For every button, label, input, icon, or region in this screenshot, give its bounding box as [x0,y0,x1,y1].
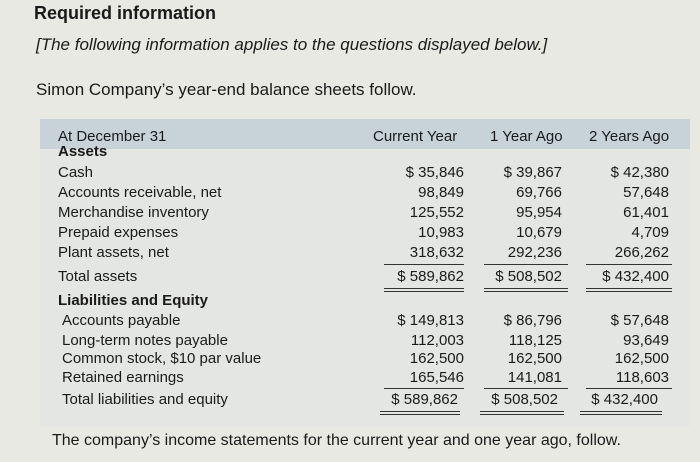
info-note: [The following information applies to the questions displayed below.] [36,35,548,54]
col-header-current-year: Current Year [373,128,458,145]
subtotal-rule [586,388,672,389]
total-rule [580,411,662,412]
row-label: Merchandise inventory [58,204,209,221]
table-row [40,244,690,264]
total-rule [484,288,568,289]
row-label: Common stock, $10 par value [62,350,262,367]
value-2-years-ago: 57,648 [623,184,669,201]
value-2-years-ago: $ 432,400 [602,268,669,285]
value-2-years-ago: $ 42,380 [610,164,669,181]
subtotal-rule [384,264,464,265]
total-rule [480,414,564,415]
table-row [40,332,690,352]
row-label: Accounts receivable, net [58,184,222,201]
value-current-year: $ 35,846 [405,164,464,181]
subtotal-rule [586,264,672,265]
intro-text: Simon Company’s year-end balance sheets follow. [36,80,417,99]
value-2-years-ago: $ 57,648 [610,312,669,329]
value-1-year-ago: 69,766 [516,184,562,201]
table-row [40,204,690,224]
value-current-year: $ 149,813 [397,312,464,329]
table-row [40,164,690,184]
value-current-year: 162,500 [409,350,464,367]
liabilities-section-label [40,292,690,312]
col-header-1-year-ago: 1 Year Ago [490,128,563,145]
value-2-years-ago: $ 432,400 [591,391,658,408]
value-current-year: $ 589,862 [397,268,464,285]
row-label: Total liabilities and equity [62,391,228,408]
subtotal-rule [484,264,568,265]
value-1-year-ago: 292,236 [507,244,562,261]
row-label: Retained earnings [62,369,184,386]
value-1-year-ago: 118,125 [508,332,562,349]
row-label: Accounts payable [62,312,181,329]
assets-section-label [40,143,690,163]
col-header-2-years-ago: 2 Years Ago [589,128,670,145]
subtotal-rule [484,388,568,389]
total-liabilities-row [40,391,690,411]
value-current-year: 112,003 [410,332,464,349]
table-row [40,369,690,389]
value-1-year-ago: 141,081 [507,369,562,386]
assets-label: Assets [58,143,108,160]
row-label: Plant assets, net [58,244,169,261]
value-2-years-ago: 162,500 [614,350,669,367]
value-2-years-ago: 93,649 [623,332,669,349]
row-label: Cash [58,164,94,181]
value-1-year-ago: $ 39,867 [503,164,562,181]
balance-sheet-table [40,119,690,426]
total-rule [480,411,564,412]
value-1-year-ago: 162,500 [507,350,562,367]
value-current-year: $ 589,862 [391,391,458,408]
total-rule [380,411,460,412]
row-label: Total assets [58,268,138,285]
table-row [40,184,690,204]
value-1-year-ago: $ 508,502 [491,391,558,408]
heading: Required information [34,3,217,23]
table-row [40,350,690,370]
value-2-years-ago: 118,603 [615,369,669,386]
value-current-year: 10,983 [418,224,464,241]
row-label: Long-term notes payable [62,332,228,349]
total-assets-row [40,268,690,288]
value-2-years-ago: 4,709 [631,224,669,241]
table-row [40,312,690,332]
total-rule [586,288,672,289]
table-row [40,224,690,244]
footer-text: The company’s income statements for the current year and one year ago, follow. [52,432,621,449]
value-1-year-ago: 10,679 [516,224,562,241]
value-1-year-ago: $ 86,796 [503,312,562,329]
value-1-year-ago: 95,954 [516,204,562,221]
total-rule [380,414,460,415]
value-current-year: 98,849 [418,184,464,201]
value-current-year: 318,632 [409,244,464,261]
value-2-years-ago: 266,262 [614,244,669,261]
liabilities-label: Liabilities and Equity [58,292,209,309]
value-1-year-ago: $ 508,502 [495,268,562,285]
value-current-year: 125,552 [409,204,464,221]
row-label: Prepaid expenses [58,224,179,241]
row-header: At December 31 [58,128,167,145]
value-current-year: 165,546 [409,369,464,386]
total-rule [580,414,662,415]
value-2-years-ago: 61,401 [623,204,669,221]
total-rule [384,288,464,289]
subtotal-rule [384,388,464,389]
